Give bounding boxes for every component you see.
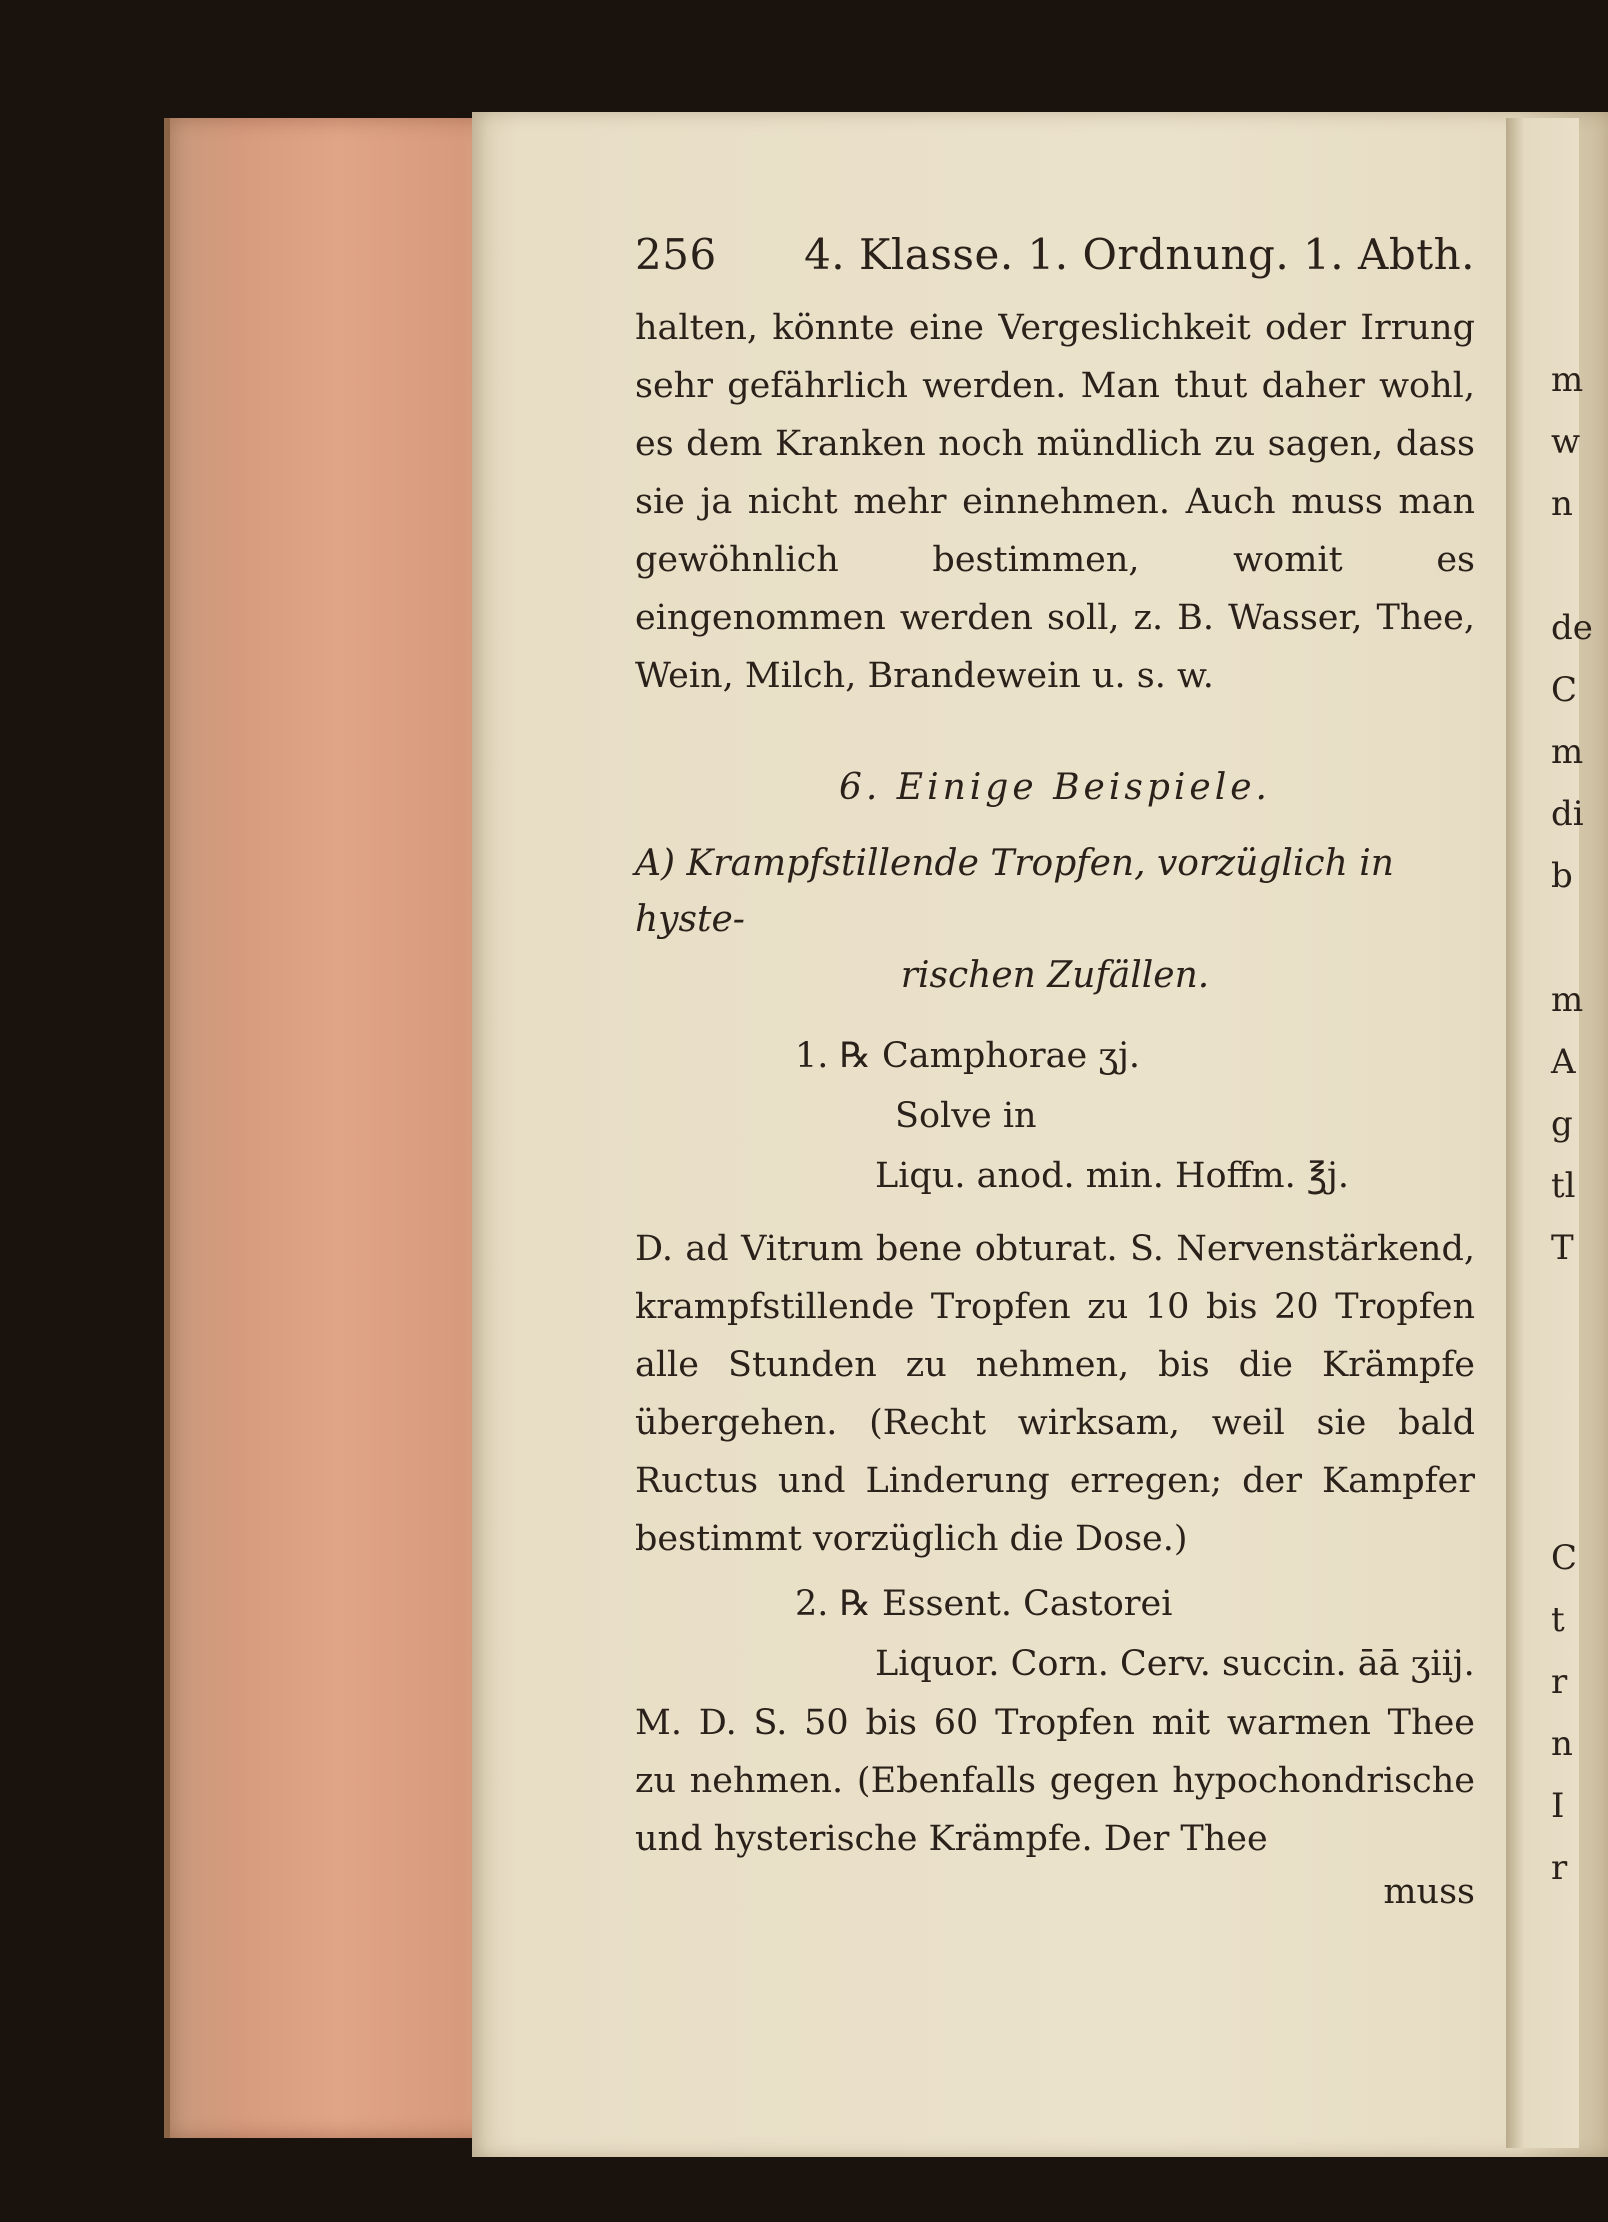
fragment [1551, 1476, 1579, 1538]
fragment: C [1551, 1538, 1578, 1578]
running-header [635, 230, 1475, 279]
fragment: r [1551, 1848, 1568, 1888]
rx1-line-2: Solve in [895, 1096, 1037, 1136]
subheading-line-1: A) Krampfstillende Tropfen, vorzüglich in hyste- [635, 843, 1394, 940]
catchword: muss [1383, 1872, 1475, 1912]
rx1-line-1: 1. ℞ Camphorae ʒj. [795, 1036, 1141, 1076]
fragment: m [1551, 360, 1584, 400]
fragment [1551, 1290, 1579, 1352]
page-number: 256 [635, 230, 717, 279]
fragment: g [1551, 1104, 1573, 1144]
subheading-line-2: rischen Zufällen. [900, 955, 1210, 996]
fragment: n [1551, 1724, 1573, 1764]
fragment: m [1551, 980, 1584, 1020]
recipe-subheading [635, 836, 1475, 1004]
fragment: t [1551, 1600, 1565, 1640]
fragment: C [1551, 670, 1578, 710]
fragment: de [1551, 608, 1593, 648]
paragraph-1: halten, könnte eine Vergeslichkeit oder Irrung sehr gefährlich werden. Man thut daher wohl, es dem Kranken noch mündlich zu sagen, dass sie ja nicht mehr einnehmen. Auch muss man gewöhnlich bestimmen, womit es eingenommen werden soll, z. B. Wasser, Thee, Wein, Milch, Brandewein u. s. w. [635, 308, 1475, 696]
fragment: w [1551, 422, 1581, 462]
right-page-fragments [1551, 360, 1593, 1910]
paragraph-3: M. D. S. 50 bis 60 Tropfen mit warmen Thee zu nehmen. (Ebenfalls gegen hypochondrische und hysterische Krämpfe. Der Thee [635, 1703, 1475, 1859]
fragment: T [1551, 1228, 1574, 1268]
fragment: A [1551, 1042, 1576, 1082]
page-text [635, 230, 1475, 1912]
fragment [1551, 1352, 1579, 1414]
prescription-2 [635, 1574, 1475, 1694]
rx2-line-2: Liquor. Corn. Cerv. succin. āā ʒiij. [875, 1644, 1475, 1684]
fragment: r [1551, 1662, 1568, 1702]
fragment: n [1551, 484, 1573, 524]
fragment: b [1551, 856, 1573, 896]
rx2-line-1: 2. ℞ Essent. Castorei [795, 1584, 1173, 1624]
fragment [1551, 918, 1579, 980]
paragraph-2: D. ad Vitrum bene obturat. S. Nervenstärkend, krampfstillende Tropfen zu 10 bis 20 Tropfen alle Stunden zu nehmen, bis die Krämpfe übergehen. (Recht wirksam, weil sie bald Ructus und Linderung erregen; der Kampfer bestimmt vorzüglich die Dose.) [635, 1229, 1475, 1559]
fragment [1551, 546, 1579, 608]
section-title: 6. Einige Beispiele. [839, 767, 1271, 808]
fragment: I [1551, 1786, 1565, 1826]
rx1-line-3: Liqu. anod. min. Hoffm. ℥j. [875, 1156, 1350, 1196]
running-head: 4. Klasse. 1. Ordnung. 1. Abth. [804, 230, 1475, 279]
fragment: di [1551, 794, 1584, 834]
prescription-1 [635, 1026, 1475, 1206]
fragment [1551, 1414, 1579, 1476]
fragment: m [1551, 732, 1584, 772]
fragment: tl [1551, 1166, 1576, 1206]
